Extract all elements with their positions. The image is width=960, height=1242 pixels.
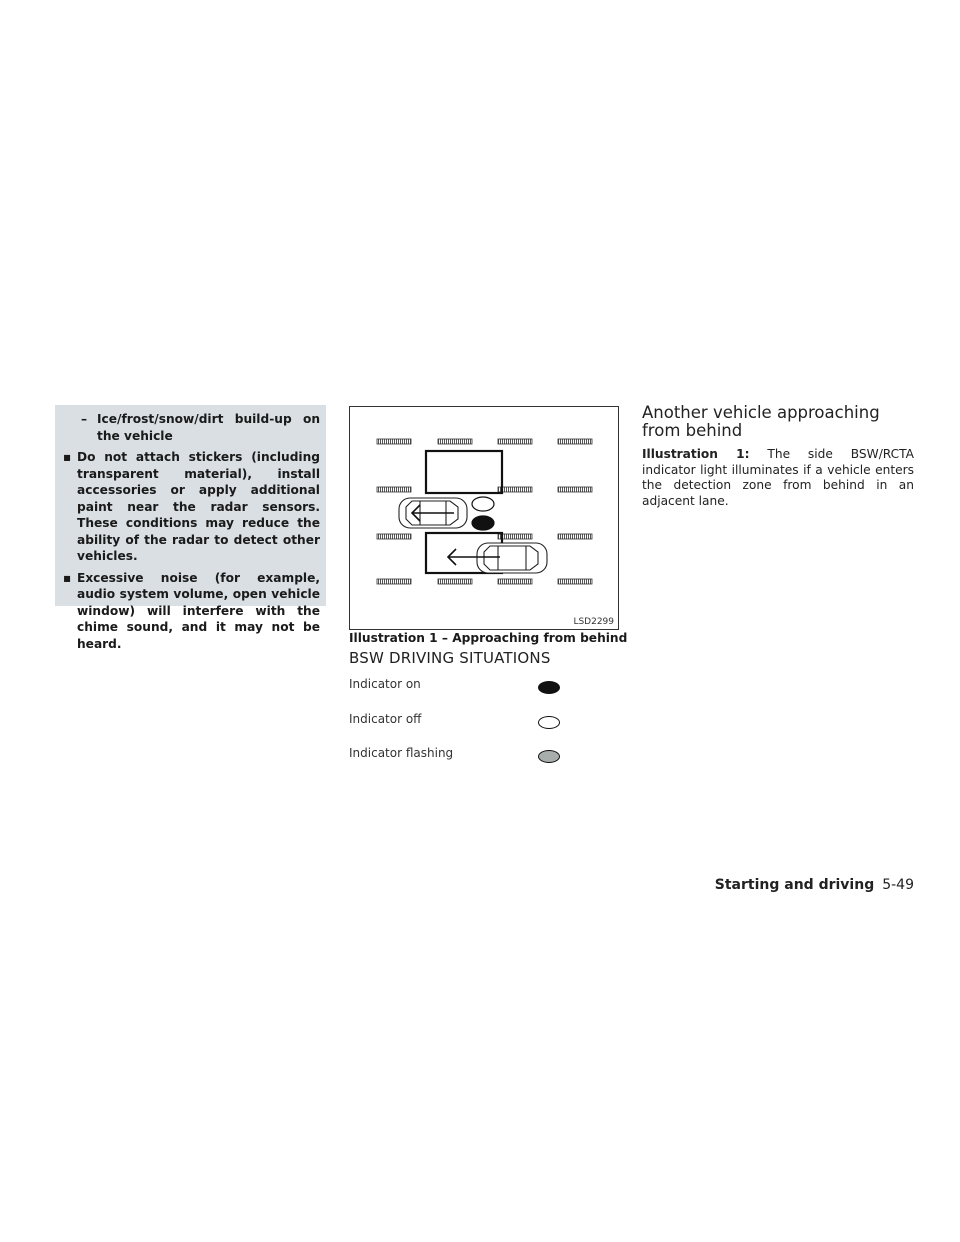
bullet-marker: ▪ [63,450,72,464]
approach-body [642,447,914,509]
legend-label-off: Indicator off [349,712,422,726]
warning-item [63,570,320,653]
detection-zone-upper [426,451,502,493]
dash-marker: – [81,412,88,426]
indicator-off-icon [538,716,560,729]
indicator-off-icon [472,497,494,511]
approach-body-text: The side BSW/RCTA indicator light illuminates if a vehicle enters the detection zone from behind in an adjacent lane. [642,447,915,508]
legend-label-on: Indicator on [349,677,421,691]
page-number: 5-49 [882,877,914,893]
bullet-marker: ▪ [63,570,72,585]
warning-item-text: Excessive noise (for example, audio system volume, open vehicle window) will interfere with the chime sound, and it may not be heard. [77,570,320,651]
warning-item [63,449,320,565]
figure-code: LSD2299 [573,617,614,627]
page-footer [715,877,914,893]
section-heading-approach: Another vehicle approaching from behind [642,403,880,440]
footer-section-title: Starting and driving [714,877,875,893]
car-icon [477,543,547,573]
warning-sub-item-text: Ice/frost/snow/dirt build-up on the vehicle [97,412,320,443]
legend-label-flashing: Indicator flashing [349,746,454,760]
indicator-flashing-icon [538,750,560,763]
illustration-reference: Illustration 1: [642,447,750,461]
warning-item-text: Do not attach stickers (including transparent material), install accessories or apply additional paint near the radar sensors. These conditions may reduce the ability of the radar to detect other vehicles. [77,450,320,563]
lane-diagram [350,407,618,629]
illustration-approaching-from-behind [349,406,619,630]
indicator-on-icon [472,516,494,530]
figure-caption: Illustration 1 – Approaching from behind [349,631,628,645]
warning-box [55,405,326,651]
indicator-on-icon [538,681,560,694]
section-heading-bsw: BSW DRIVING SITUATIONS [349,649,551,667]
warning-sub-item [81,411,320,444]
